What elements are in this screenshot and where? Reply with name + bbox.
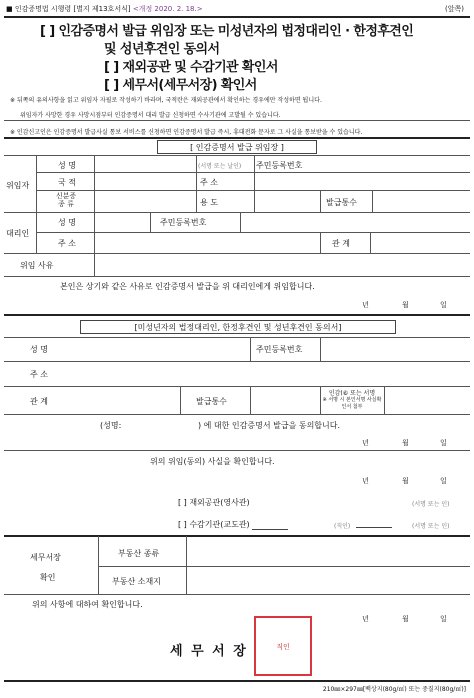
prison-label: [ ] 수감기관(교도관): [178, 519, 288, 530]
agent-address-label: 주 소: [58, 239, 76, 248]
s2-relation-label: 관 계: [30, 397, 48, 406]
page-side: (앞쪽): [445, 5, 464, 13]
s3-date-day: 일: [440, 477, 447, 485]
id-type-label: 신분증 종 류: [55, 192, 77, 208]
prison-blank-2-wrap: [356, 519, 392, 528]
agent-rrn-label: 주민등록번호: [160, 218, 207, 227]
s1-date-month: 월: [402, 301, 409, 309]
notice-3: ※ 인감신고인은 인감증명서 발급사실 통보 서비스를 신청하면 인감증명서 발급 즉시, 휴대전화 문자로 그 사실을 통보받을 수 있습니다.: [10, 129, 363, 136]
signature-hint: (서명 또는 날인): [198, 163, 242, 170]
agent-name-label: 성 명: [58, 218, 76, 227]
section2-heading: [미성년자의 법정대리인, 한정후견인 및 성년후견인 동의서]: [134, 323, 342, 332]
s4-confirm-text: 위의 사항에 대하여 확인합니다.: [32, 600, 143, 609]
prison-blank-1: [252, 522, 288, 530]
consent-suffix: ) 에 대한 인감증명서 발급을 동의합니다.: [198, 421, 341, 430]
consent-prefix: (성명:: [100, 421, 122, 430]
s3-confirm-text: 위의 위임(동의) 사실을 확인합니다.: [150, 457, 275, 466]
s2-date-year: 년: [362, 439, 369, 447]
prison-seal: (직인): [334, 523, 351, 530]
embassy-label: [ ] 재외공관(영사관): [178, 498, 250, 507]
top-rule: [4, 16, 470, 18]
tax-office-title: 세 무 서 장: [170, 644, 248, 659]
notice-divider: [4, 120, 470, 121]
s2-address-label: 주 소: [30, 370, 48, 379]
notice-1: ※ 뒤쪽의 유의사항을 읽고 위임자 자필로 작성하기 바라며, 국적란은 재외공관에서 확인하는 경우에만 작성하면 됩니다.: [10, 97, 322, 104]
delegator-name-label: 성 명: [58, 161, 76, 170]
s2-seal-note: ※ 서명 시 본인서명 사실확인서 첨부: [322, 397, 382, 410]
title-2: [ ] 재외공관 및 수감기관 확인서: [104, 60, 278, 75]
s2-seal-label: 인감(⑥ 또는 서명: [328, 390, 376, 397]
section1-heading: [ 인감증명서 발급 위임장 ]: [190, 143, 284, 152]
delegator-label: 위임자: [6, 181, 30, 190]
embassy-sign: (서명 또는 인): [412, 501, 450, 508]
delegator-rrn-label: 주민등록번호: [256, 161, 303, 170]
section-divider-3: [4, 535, 470, 537]
delegation-statement: 본인은 상기와 같은 사유로 인감증명서 발급을 위 대리인에게 위임합니다.: [60, 282, 315, 291]
address-label: 주 소: [200, 178, 218, 187]
s2-rrn-label: 주민등록번호: [256, 345, 303, 354]
prison-blank-2: [356, 520, 392, 528]
s2-date-day: 일: [440, 439, 447, 447]
form-reference: ■ 인감증명법 시행령 [별지 제13호서식] <개정 2020. 2. 18.>: [6, 5, 203, 13]
title-1: [ ] 인감증명서 발급 위임장 또는 미성년자의 법정대리인 · 한정후견인: [40, 24, 414, 39]
s1-date-year: 년: [362, 301, 369, 309]
notice-2: 위임자가 사망한 경우 사망시점부터 인감증명서 대리 발급 신청하면 수사기관에 고발될 수 있습니다.: [20, 112, 281, 119]
bottom-rule: [4, 680, 470, 682]
title-3: [ ] 세무서(세무서장) 확인서: [104, 78, 257, 93]
agent-label: 대리인: [6, 229, 30, 238]
copies-label: 발급통수: [326, 198, 357, 207]
s4-date-year: 년: [362, 615, 369, 623]
s1-date-day: 일: [440, 301, 447, 309]
purpose-label: 용 도: [200, 198, 218, 207]
section-divider-2: [4, 314, 470, 316]
property-address-label: 부동산 소재지: [112, 577, 161, 586]
reason-label: 위임 사유: [20, 261, 54, 270]
s3-date-year: 년: [362, 477, 369, 485]
s2-name-label: 성 명: [30, 345, 48, 354]
title-1-cont: 및 성년후견인 동의서: [104, 42, 220, 57]
official-stamp-label: 직인: [276, 643, 290, 651]
s3-date-month: 월: [402, 477, 409, 485]
relation-label: 관 계: [332, 239, 350, 248]
tax-label-1: 세무서장: [30, 553, 61, 562]
s4-date-month: 월: [402, 615, 409, 623]
s4-date-day: 일: [440, 615, 447, 623]
tax-label-2: 확인: [40, 573, 56, 582]
s2-date-month: 월: [402, 439, 409, 447]
s2-copies-label: 발급통수: [196, 397, 227, 406]
section-divider-1: [4, 137, 470, 139]
prison-sign: (서명 또는 인): [412, 523, 450, 530]
paper-spec: 210㎜×297㎜[백상지(80g/㎡) 또는 중질지(80g/㎡)]: [322, 686, 466, 693]
property-type-label: 부동산 종류: [118, 549, 160, 558]
square-bullet-icon: ■: [6, 5, 13, 13]
nationality-label: 국 적: [58, 178, 76, 187]
